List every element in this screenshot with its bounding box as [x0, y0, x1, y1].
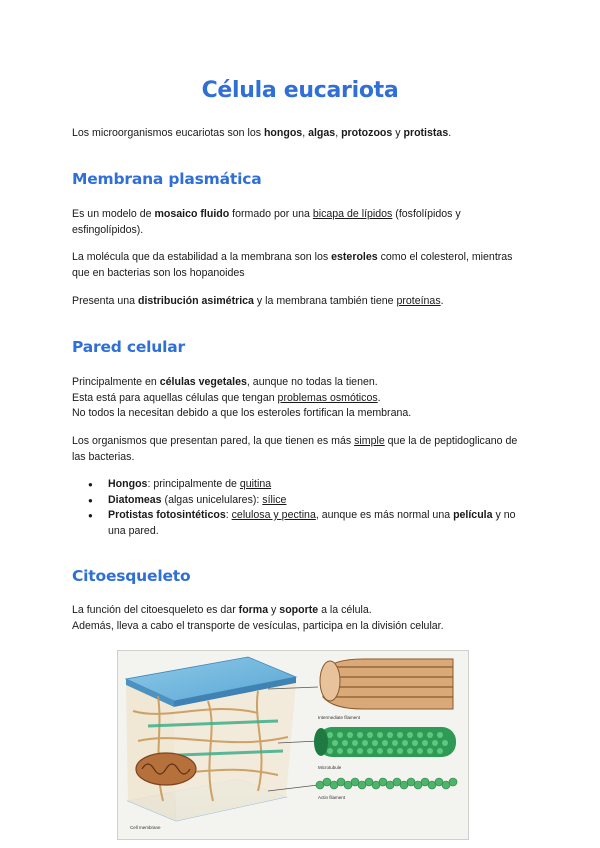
- membrana-paragraph-3: Presenta una distribución asimétrica y la membrana también tiene proteínas.: [72, 295, 444, 307]
- label-intermediate: Intermediate filament: [318, 715, 361, 720]
- pared-line-2: Esta está para aquellas células que tengan problemas osmóticos.: [72, 391, 381, 404]
- pared-bullet-list: [72, 477, 532, 539]
- cytoskeleton-illustration: [118, 651, 468, 839]
- heading-pared: Pared celular: [72, 338, 185, 356]
- label-microtubule: Microtubule: [318, 765, 342, 770]
- cito-line-1: La función del citoesqueleto es dar forma y soporte a la célula.: [72, 604, 372, 616]
- list-item: ● Hongos: principalmente de quitina: [72, 477, 532, 493]
- pared-line-3: No todos la necesitan debido a que los esteroles fortifican la membrana.: [72, 407, 412, 419]
- list-item: ● Protistas fotosintéticos: celulosa y pectina, aunque es más normal una película y no una pared.: [72, 508, 532, 539]
- pared-paragraph-4: Los organismos que presentan pared, la que tienen es más simple que la de peptidoglicano de las bacterias.: [72, 435, 518, 463]
- pared-line-1: Principalmente en células vegetales, aunque no todas la tienen.: [72, 376, 378, 388]
- intro-paragraph: Los microorganismos eucariotas son los hongos, algas, protozoos y protistas.: [72, 127, 452, 139]
- cytoskeleton-figure: [117, 650, 469, 840]
- label-actin: Actin filament: [318, 795, 346, 800]
- actin-filament-graphic: [316, 778, 457, 789]
- pared-intro-block: [72, 375, 532, 422]
- cito-block: [72, 603, 532, 634]
- label-membrane: Cell membrane: [130, 825, 161, 830]
- membrana-paragraph-2: La molécula que da estabilidad a la membrana son los esteroles como el colesterol, mientras que en bacterias son los hopanoides: [72, 251, 513, 279]
- cito-line-2: Además, lleva a cabo el transporte de vesículas, participa en la división celular.: [72, 619, 444, 632]
- list-item: ● Diatomeas (algas unicelulares): sílice: [72, 493, 532, 509]
- page-title: Célula eucariota: [201, 78, 399, 103]
- heading-membrana: Membrana plasmática: [72, 170, 262, 188]
- membrana-paragraph-1: Es un modelo de mosaico fluido formado por una bicapa de lípidos (fosfolípidos y esfingolípidos).: [72, 208, 461, 236]
- heading-citoesqueleto: Citoesqueleto: [72, 567, 191, 585]
- intermediate-filament-graphic: [320, 659, 453, 709]
- microtubule-graphic: [314, 727, 456, 757]
